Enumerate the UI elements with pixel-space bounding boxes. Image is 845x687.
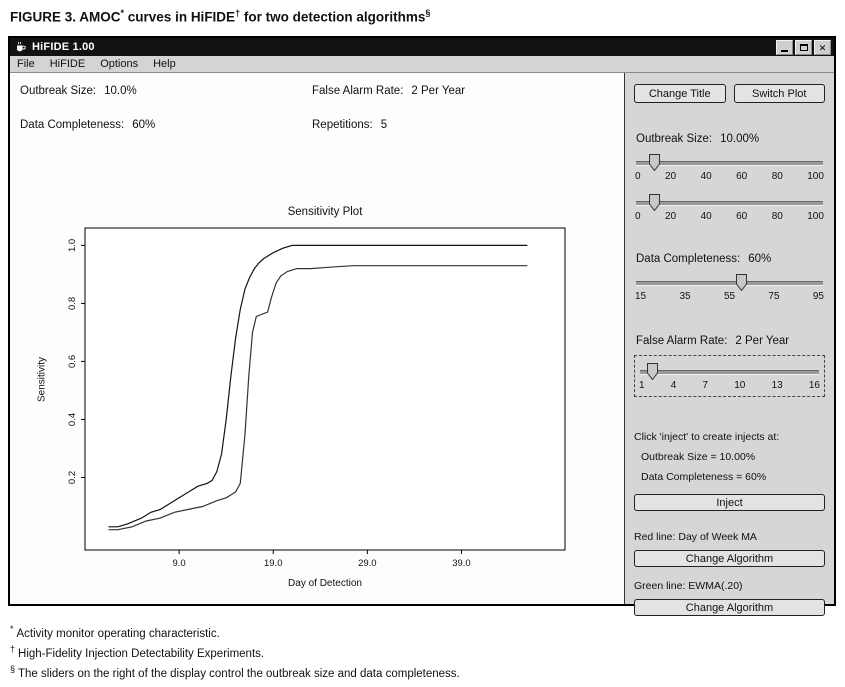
- slider-tick-label: 55: [723, 291, 736, 302]
- slider-thumb[interactable]: [649, 154, 660, 171]
- chart-title: Sensitivity Plot: [287, 206, 363, 218]
- footnote-marker: §: [10, 663, 16, 674]
- slider-tick-label: 75: [768, 291, 780, 302]
- app-window: [8, 36, 836, 614]
- param-false-alarm-rate: [312, 85, 465, 97]
- slider-tick-label: 100: [807, 211, 824, 222]
- figure-title: [10, 8, 430, 25]
- inject-outbreak-line: Outbreak Size = 10.00%: [641, 451, 756, 463]
- footnote-text: The sliders on the right of the display control the outbreak size and data completeness.: [18, 667, 460, 680]
- outbreak-size-slider-1[interactable]: [635, 153, 824, 185]
- slider-tick-label: 4: [670, 380, 677, 391]
- slider-track[interactable]: [636, 201, 823, 206]
- footnote-activity-monitor: [10, 622, 460, 642]
- param-outbreak-size: [20, 85, 137, 97]
- coffee-cup-icon: [15, 41, 27, 53]
- data-completeness-heading: [636, 253, 825, 265]
- svg-text:0.8: 0.8: [67, 296, 78, 311]
- false-alarm-rate-slider[interactable]: [639, 362, 820, 394]
- figure-title-text: FIGURE 3. AMOC: [10, 9, 121, 25]
- slider-tick-label: 1: [639, 380, 645, 391]
- menu-item-hifide[interactable]: HiFIDE: [49, 58, 86, 70]
- window-titlebar: [10, 38, 834, 56]
- green-line-label: Green line: EWMA(.20): [634, 580, 743, 592]
- slider-track[interactable]: [636, 281, 823, 286]
- figure-title-text: for two detection algorithms: [240, 9, 426, 25]
- slider-tick-labels: [635, 171, 824, 182]
- slider-tick-label: 16: [808, 380, 820, 391]
- chart-ylabel: Sensitivity: [36, 357, 48, 403]
- menu-item-options[interactable]: Options: [100, 58, 139, 70]
- false-alarm-slider-focus-box: [634, 355, 825, 397]
- slider-tick-label: 35: [679, 291, 691, 302]
- param-repetitions: [312, 119, 387, 131]
- slider-thumb[interactable]: [649, 194, 660, 211]
- slider-track[interactable]: [640, 370, 819, 375]
- slider-tick-label: 100: [807, 171, 824, 182]
- slider-thumb[interactable]: [736, 274, 747, 291]
- slider-thumb[interactable]: [647, 363, 658, 380]
- param-value: 60%: [132, 119, 156, 131]
- footnote-text: Activity monitor operating characteristic.: [16, 627, 220, 640]
- heading-label: Outbreak Size:: [636, 133, 713, 145]
- menu-item-file[interactable]: File: [17, 58, 35, 70]
- slider-tick-label: 60: [736, 171, 748, 182]
- svg-text:9.0: 9.0: [172, 558, 186, 569]
- slider-tick-label: 40: [700, 171, 712, 182]
- inject-caption: Click 'inject' to create injects at:: [634, 431, 780, 443]
- slider-tick-labels: [635, 211, 824, 222]
- svg-text:0.6: 0.6: [67, 354, 78, 369]
- window-title: HiFIDE 1.00: [32, 41, 95, 53]
- slider-tick-labels: [639, 380, 820, 391]
- param-data-completeness: [20, 119, 155, 131]
- slider-tick-label: 20: [665, 171, 677, 182]
- maximize-button[interactable]: [795, 40, 812, 55]
- sensitivity-chart: [36, 206, 585, 606]
- svg-text:19.0: 19.0: [263, 558, 283, 569]
- close-icon: [819, 38, 827, 56]
- slider-tick-label: 0: [635, 211, 641, 222]
- slider-tick-label: 80: [771, 171, 783, 182]
- change-algorithm-button-2[interactable]: Change Algorithm: [634, 599, 825, 616]
- slider-track[interactable]: [636, 161, 823, 166]
- footnote-sliders: [10, 662, 460, 682]
- svg-text:0.4: 0.4: [67, 412, 78, 427]
- heading-value: 10.00%: [720, 133, 760, 145]
- param-label: Repetitions:: [312, 119, 373, 131]
- switch-plot-button[interactable]: Switch Plot: [734, 84, 826, 103]
- footnote-marker-dagger: †: [235, 8, 241, 18]
- change-title-button[interactable]: Change Title: [634, 84, 726, 103]
- slider-tick-label: 0: [635, 171, 641, 182]
- top-button-row: [634, 84, 825, 103]
- param-label: Outbreak Size:: [20, 85, 97, 97]
- chart-xlabel: Day of Detection: [288, 578, 362, 589]
- slider-tick-label: 20: [665, 211, 677, 222]
- svg-text:29.0: 29.0: [358, 558, 377, 569]
- slider-tick-label: 95: [812, 291, 824, 302]
- param-label: Data Completeness:: [20, 119, 125, 131]
- figure-title-text: curves in HiFIDE: [124, 9, 236, 25]
- change-algorithm-button-1[interactable]: Change Algorithm: [634, 550, 825, 567]
- inject-completeness-line: Data Completeness = 60%: [641, 471, 767, 483]
- false-alarm-rate-heading: [636, 335, 825, 347]
- data-completeness-slider[interactable]: [635, 273, 824, 305]
- window-content: [10, 73, 834, 614]
- footnotes: [10, 622, 460, 681]
- minimize-button[interactable]: [776, 40, 793, 55]
- param-value: 5: [380, 119, 388, 131]
- svg-text:39.0: 39.0: [452, 558, 471, 569]
- menu-item-help[interactable]: Help: [153, 58, 176, 70]
- slider-tick-label: 13: [771, 380, 783, 391]
- slider-tick-label: 7: [702, 380, 709, 391]
- heading-label: Data Completeness:: [636, 253, 741, 265]
- slider-tick-label: 60: [736, 211, 748, 222]
- footnote-hifide: [10, 642, 460, 662]
- slider-tick-labels: [635, 291, 824, 302]
- menu-bar: [10, 56, 834, 73]
- outbreak-size-slider-2[interactable]: [635, 193, 824, 225]
- footnote-text: High-Fidelity Injection Detectability Experiments.: [18, 647, 265, 660]
- control-panel: [624, 73, 834, 614]
- close-button[interactable]: [814, 40, 831, 55]
- inject-button[interactable]: Inject: [634, 494, 825, 511]
- slider-tick-label: 10: [734, 380, 746, 391]
- slider-tick-label: 80: [771, 211, 783, 222]
- svg-text:1.0: 1.0: [67, 238, 78, 253]
- footnote-marker: *: [10, 624, 14, 634]
- maximize-icon: [800, 44, 808, 51]
- svg-text:0.2: 0.2: [67, 470, 78, 485]
- heading-value: 60%: [748, 253, 772, 265]
- param-value: 2 Per Year: [411, 85, 466, 97]
- slider-tick-label: 40: [700, 211, 712, 222]
- minimize-icon: [781, 50, 788, 52]
- chart-plot-area: [40, 222, 580, 592]
- heading-label: False Alarm Rate:: [636, 335, 728, 347]
- red-line-label: Red line: Day of Week MA: [634, 531, 757, 543]
- outbreak-size-heading: [636, 133, 825, 145]
- window-controls: [776, 40, 831, 55]
- slider-tick-label: 15: [635, 291, 647, 302]
- heading-value: 2 Per Year: [735, 335, 790, 347]
- footnote-marker: †: [10, 643, 16, 654]
- footnote-marker-asterisk: *: [120, 8, 125, 18]
- param-label: False Alarm Rate:: [312, 85, 404, 97]
- param-value: 10.0%: [104, 85, 137, 97]
- footnote-marker-section: §: [425, 8, 431, 18]
